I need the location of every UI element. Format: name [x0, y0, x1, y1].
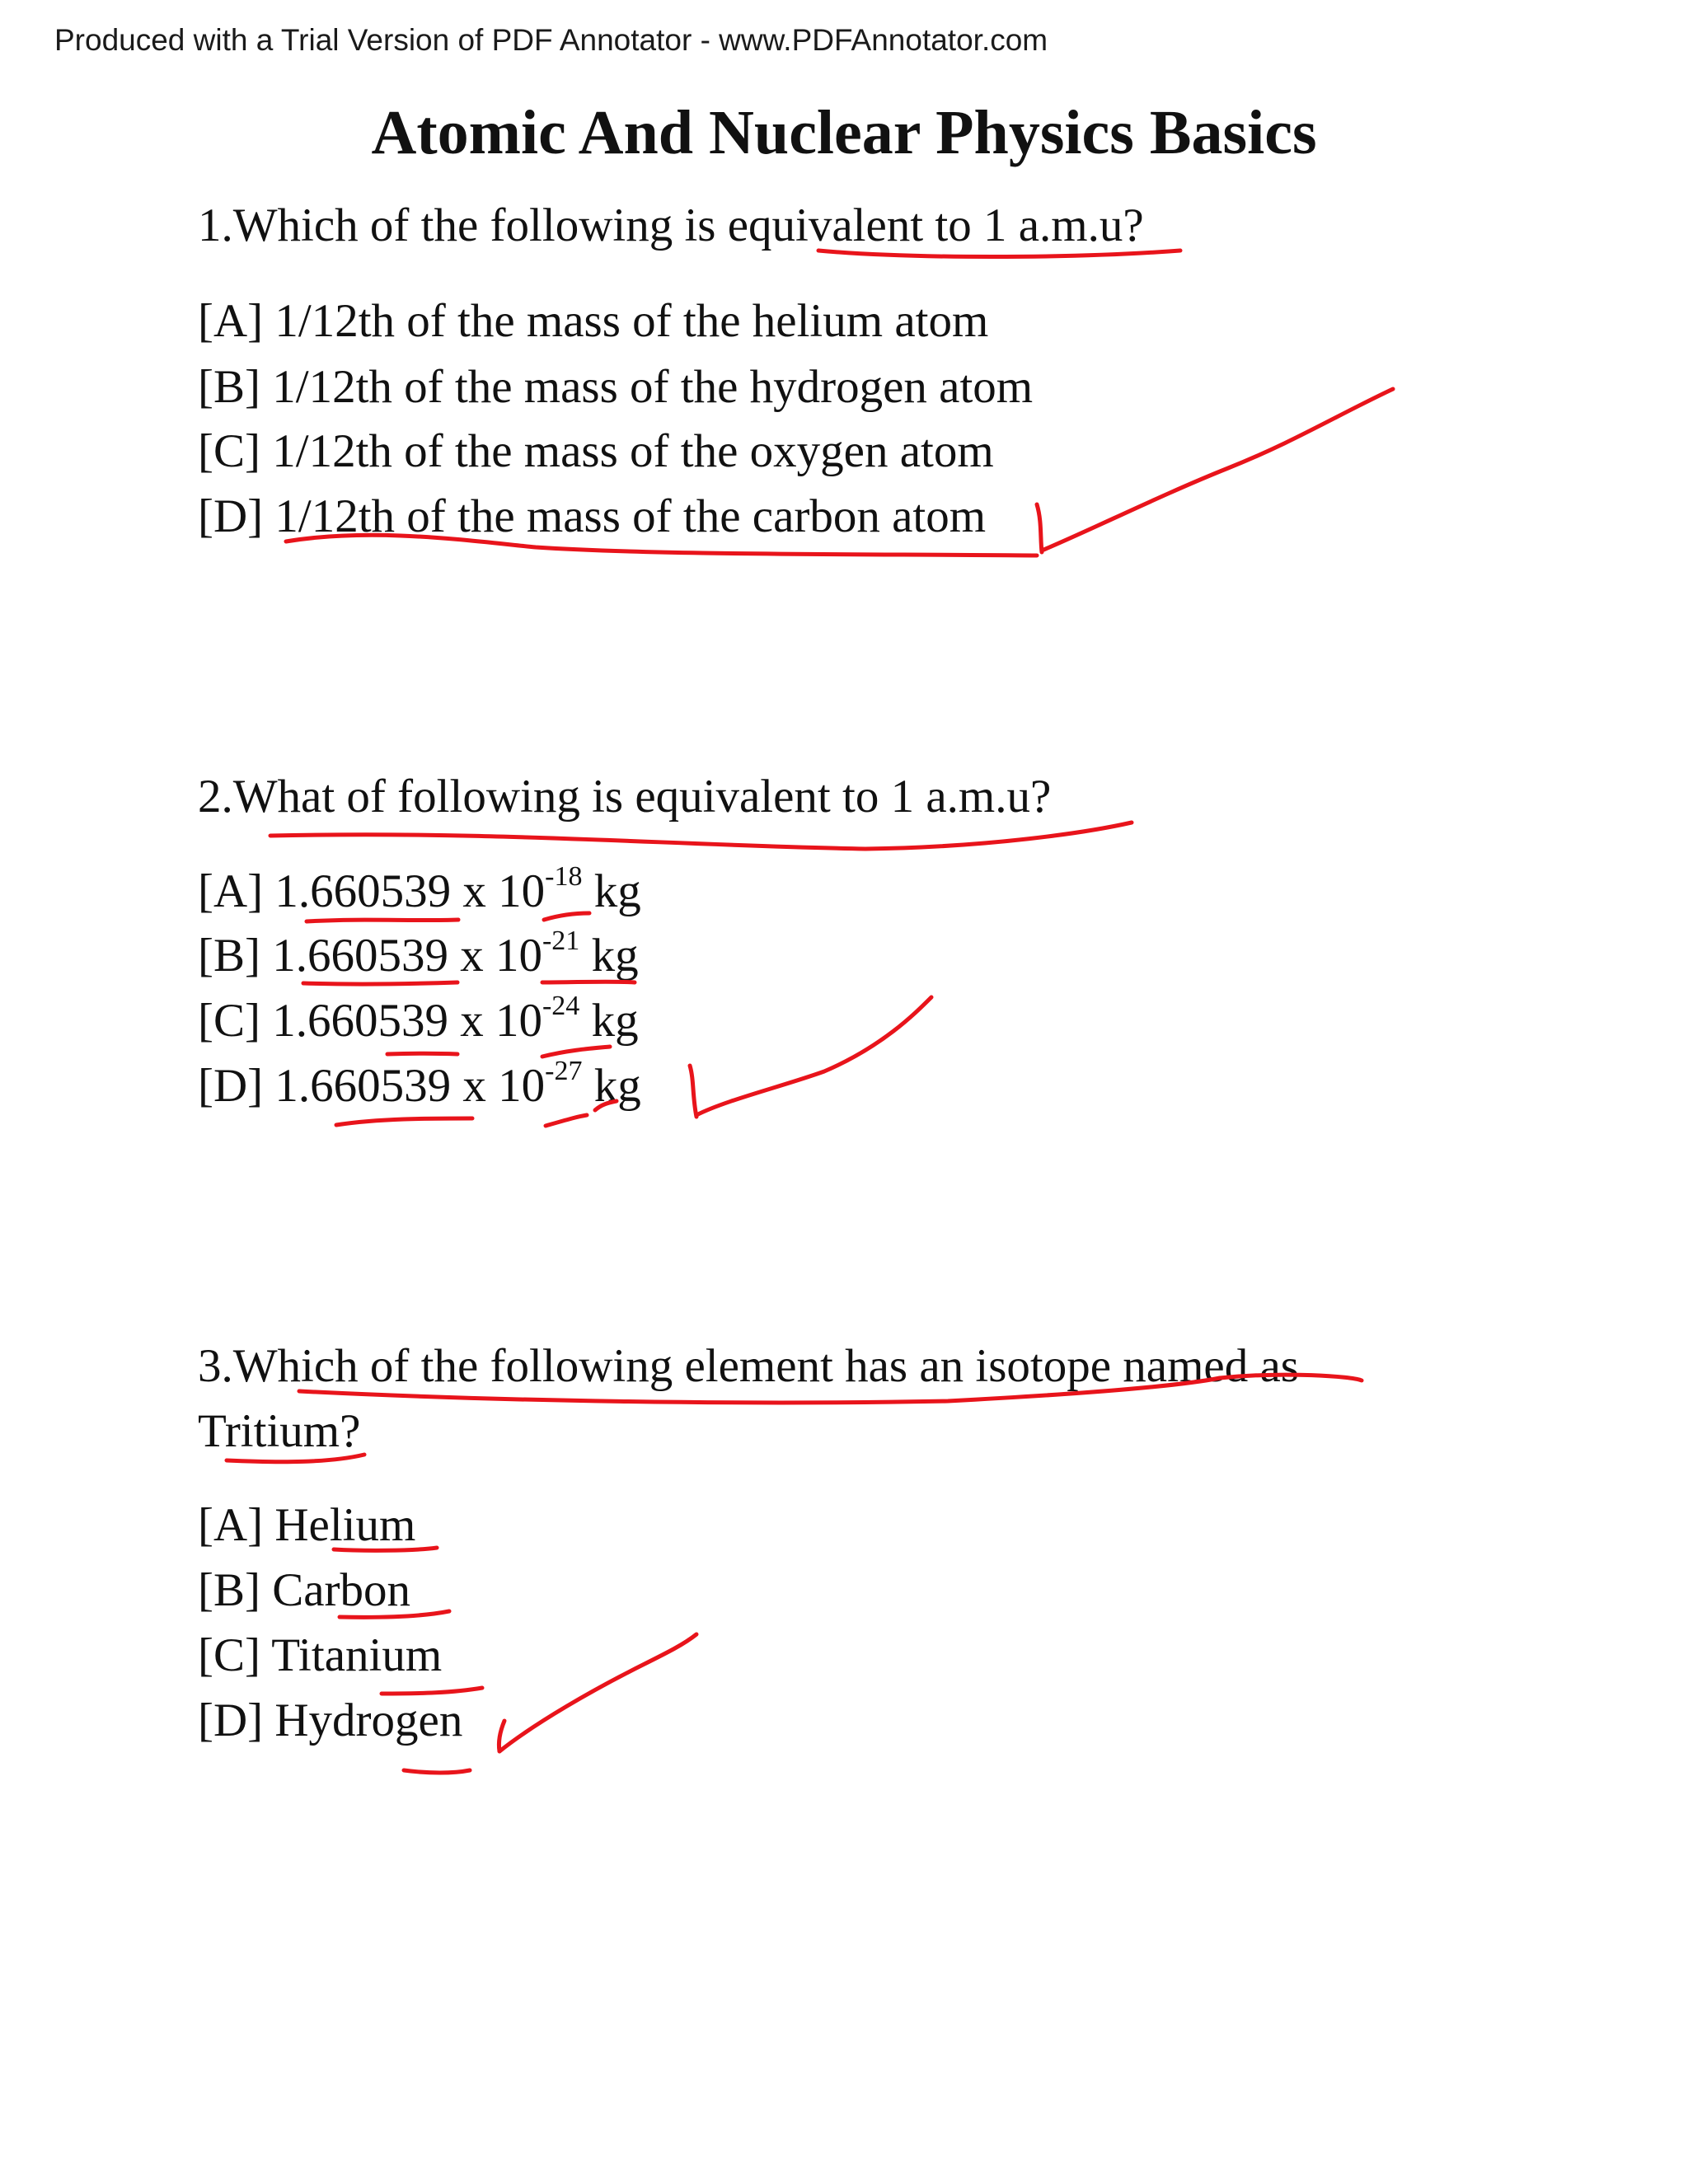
question-2: 2.What of following is equivalent to 1 a.m.u? [198, 771, 1052, 823]
question-3-option-a: [A] Helium [198, 1499, 416, 1551]
underline-stroke [404, 1770, 470, 1773]
question-1-option-c: [C] 1/12th of the mass of the oxygen atom [198, 425, 994, 477]
option-exponent: -18 [545, 861, 583, 892]
question-2-option-d [198, 1053, 641, 1119]
question-1-option-d: [D] 1/12th of the mass of the carbon atom [198, 490, 987, 542]
question-2-option-b [198, 923, 639, 989]
question-3-option-c: [C] Titanium [198, 1629, 443, 1681]
question-3-line-2: Tritium? [198, 1405, 361, 1457]
option-unit: kg [582, 1060, 641, 1112]
underline-stroke [336, 1118, 472, 1125]
page-title: Atomic And Nuclear Physics Basics [371, 98, 1317, 167]
question-2-option-c [198, 988, 639, 1054]
answer-bracket-stroke [1037, 504, 1042, 552]
option-unit: kg [582, 865, 641, 917]
question-1-option-b: [B] 1/12th of the mass of the hydrogen atom [198, 361, 1034, 413]
option-unit: kg [579, 930, 639, 982]
answer-bracket-stroke [499, 1721, 504, 1751]
option-value: [D] 1.660539 x 10 [198, 1060, 546, 1112]
trial-watermark: Produced with a Trial Version of PDF Annotator - www.PDFAnnotator.com [54, 23, 1048, 57]
checkmark-icon [696, 997, 931, 1115]
option-exponent: -24 [542, 991, 580, 1021]
question-3-option-d: [D] Hydrogen [198, 1694, 463, 1746]
option-value: [C] 1.660539 x 10 [198, 995, 542, 1047]
option-exponent: -27 [545, 1056, 583, 1086]
answer-bracket-stroke [690, 1066, 696, 1117]
option-exponent: -21 [542, 926, 580, 956]
question-3-option-b: [B] Carbon [198, 1564, 411, 1616]
question-1: 1.Which of the following is equivalent to 1 a.m.u? [198, 199, 1144, 251]
option-value: [A] 1.660539 x 10 [198, 865, 546, 917]
option-unit: kg [579, 995, 639, 1047]
question-3-line-1: 3.Which of the following element has an isotope named as [198, 1340, 1299, 1392]
checkmark-icon [1042, 389, 1393, 551]
option-value: [B] 1.660539 x 10 [198, 930, 542, 982]
question-2-option-a [198, 859, 641, 925]
checkmark-icon [499, 1634, 696, 1751]
question-1-option-a: [A] 1/12th of the mass of the helium atom [198, 295, 989, 347]
